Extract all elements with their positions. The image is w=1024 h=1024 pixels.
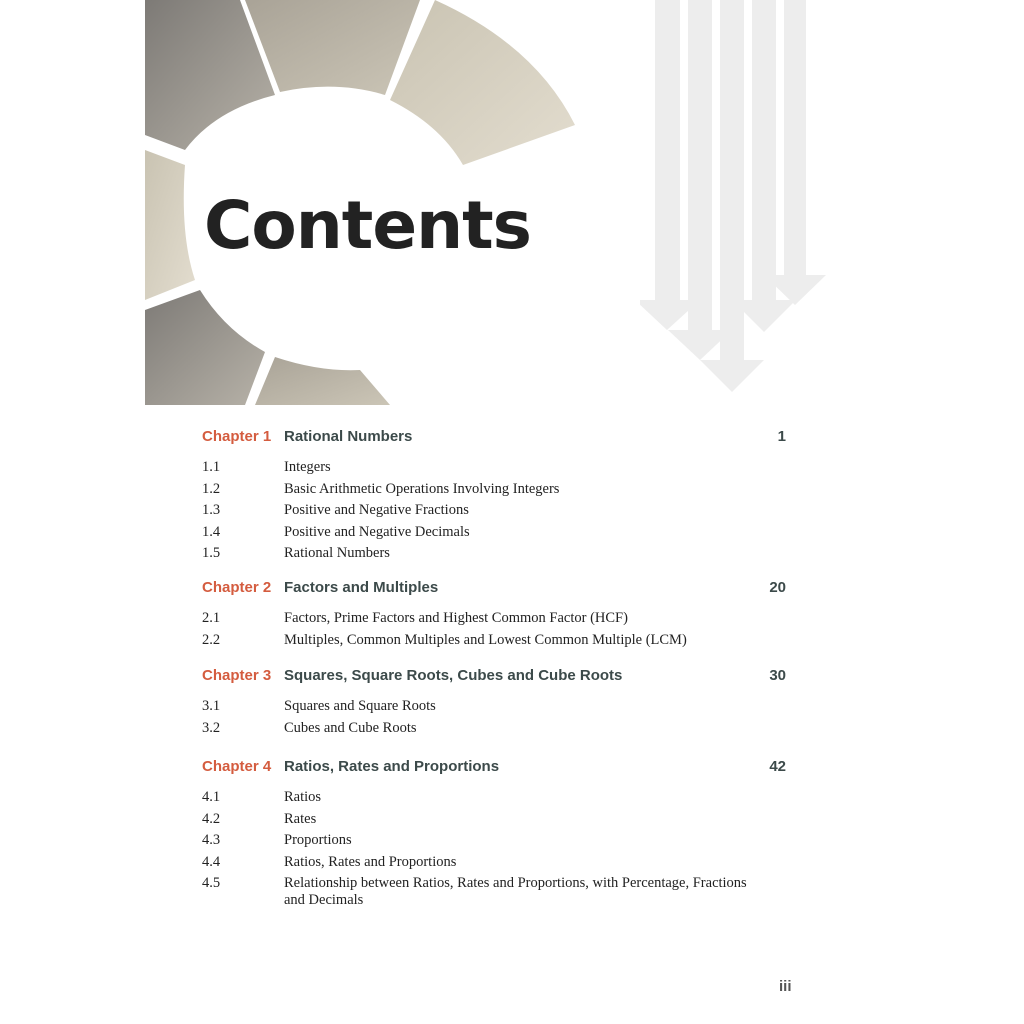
section-title: Proportions xyxy=(284,832,352,848)
chapter-row xyxy=(202,755,792,779)
chapter-page-number: 1 xyxy=(777,428,786,445)
section-number: 1.1 xyxy=(202,459,221,475)
chapter-title: Squares, Square Roots, Cubes and Cube Roots xyxy=(284,667,623,684)
chapter-label: Chapter 3 xyxy=(202,667,272,684)
page-title: Contents xyxy=(204,187,531,264)
section-title: Multiples, Common Multiples and Lowest Common Multiple (LCM) xyxy=(284,631,687,648)
section-title: Squares and Square Roots xyxy=(284,698,436,714)
section-title: Rates xyxy=(284,810,317,827)
section-title: Basic Arithmetic Operations Involving Integers xyxy=(284,480,560,497)
section-title: Ratios xyxy=(284,789,322,805)
section-title: Factors, Prime Factors and Highest Common Factor (HCF) xyxy=(284,610,628,626)
section-number: 1.5 xyxy=(202,545,221,561)
section-number: 3.2 xyxy=(202,719,221,736)
section-number: 1.4 xyxy=(202,523,221,540)
chapter-title: Factors and Multiples xyxy=(284,579,439,596)
chapter-label: Chapter 1 xyxy=(202,428,272,445)
section-title: Ratios, Rates and Proportions xyxy=(284,853,457,870)
section-number: 2.1 xyxy=(202,610,221,626)
chapter-label: Chapter 4 xyxy=(202,758,272,775)
chapter-row xyxy=(202,576,792,600)
chapter-row xyxy=(202,664,792,688)
section-number: 4.2 xyxy=(202,810,221,827)
section-number: 4.1 xyxy=(202,789,221,805)
chapter-page-number: 20 xyxy=(769,579,786,596)
section-title: Positive and Negative Decimals xyxy=(284,523,470,540)
chapter-label: Chapter 2 xyxy=(202,579,272,596)
section-number: 1.2 xyxy=(202,480,221,497)
section-number: 4.3 xyxy=(202,832,221,848)
section-number: 3.1 xyxy=(202,698,221,714)
section-title: Positive and Negative Fractions xyxy=(284,502,469,518)
chapter-page-number: 30 xyxy=(769,667,786,684)
chapter-page-number: 42 xyxy=(769,758,786,775)
page-number: iii xyxy=(779,978,792,995)
section-title: Rational Numbers xyxy=(284,545,390,561)
section-title: Relationship between Ratios, Rates and Proportions, with Percentage, Fractions and Decimals xyxy=(284,875,747,908)
section-number: 4.5 xyxy=(202,875,221,891)
section-number: 1.3 xyxy=(202,502,221,518)
chapter-title: Ratios, Rates and Proportions xyxy=(284,758,500,775)
section-number: 4.4 xyxy=(202,853,221,870)
chapter-row xyxy=(202,425,792,449)
section-title: Cubes and Cube Roots xyxy=(284,719,417,736)
section-number: 2.2 xyxy=(202,631,221,648)
chapter-title: Rational Numbers xyxy=(284,428,413,445)
section-title: Integers xyxy=(284,459,331,475)
